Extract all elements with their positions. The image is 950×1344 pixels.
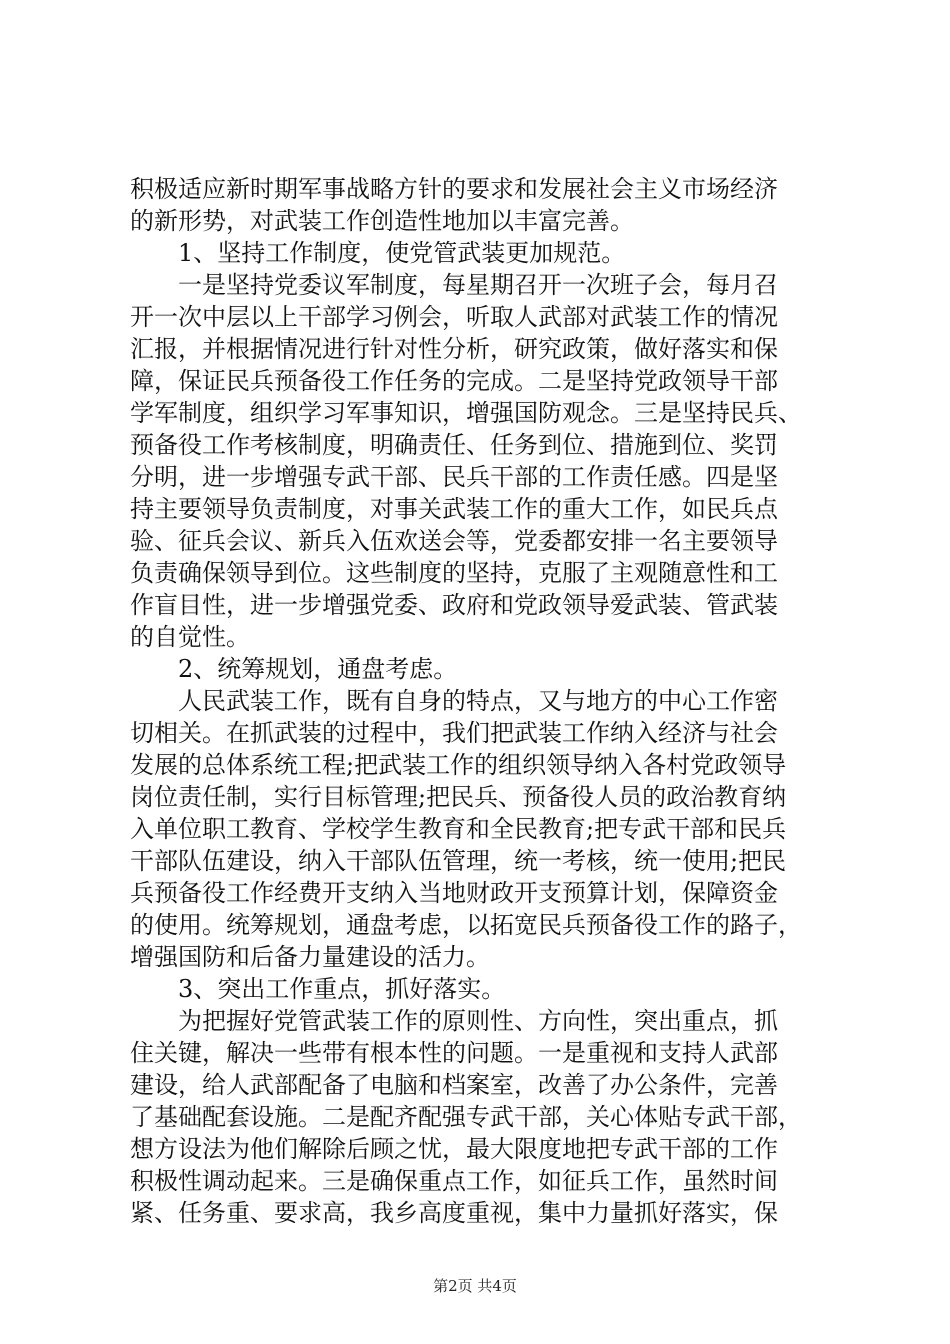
text-line: 住关键，解决一些带有根本性的问题。一是重视和支持人武部 — [130, 1039, 778, 1067]
page-footer: 第2页 共4页 — [433, 1277, 517, 1295]
text-line: 岗位责任制，实行目标管理;把民兵、预备役人员的政治教育纳 — [130, 783, 787, 811]
text-line: 预备役工作考核制度，明确责任、任务到位、措施到位、奖罚 — [130, 431, 778, 459]
text-line: 的自觉性。 — [130, 623, 250, 651]
text-line: 为把握好党管武装工作的原则性、方向性，突出重点，抓 — [130, 1007, 778, 1035]
text-line: 干部队伍建设，纳入干部队伍管理，统一考核，统一使用;把民 — [130, 847, 787, 875]
text-line: 2、统筹规划，通盘考虑。 — [130, 655, 458, 683]
text-line: 持主要领导负责制度，对事关武装工作的重大工作，如民兵点 — [130, 495, 778, 523]
text-line: 的使用。统筹规划，通盘考虑，以拓宽民兵预备役工作的路子， — [130, 911, 802, 939]
document-body — [130, 173, 830, 1229]
text-line: 验、征兵会议、新兵入伍欢送会等，党委都安排一名主要领导 — [130, 527, 778, 555]
text-line: 切相关。在抓武装的过程中，我们把武装工作纳入经济与社会 — [130, 719, 778, 747]
text-line: 1、坚持工作制度，使党管武装更加规范。 — [130, 239, 626, 267]
text-line: 了基础配套设施。二是配齐配强专武干部，关心体贴专武干部， — [130, 1103, 802, 1131]
text-line: 发展的总体系统工程;把武装工作的组织领导纳入各村党政领导 — [130, 751, 787, 779]
text-line: 障，保证民兵预备役工作任务的完成。二是坚持党政领导干部 — [130, 367, 778, 395]
text-line: 作盲目性，进一步增强党委、政府和党政领导爱武装、管武装 — [130, 591, 778, 619]
text-line: 入单位职工教育、学校学生教育和全民教育;把专武干部和民兵 — [130, 815, 787, 843]
text-line: 想方设法为他们解除后顾之忧，最大限度地把专武干部的工作 — [130, 1135, 778, 1163]
text-line: 积极适应新时期军事战略方针的要求和发展社会主义市场经济 — [130, 175, 778, 203]
text-line: 积极性调动起来。三是确保重点工作，如征兵工作，虽然时间 — [130, 1167, 778, 1195]
text-line: 开一次中层以上干部学习例会，听取人武部对武装工作的情况 — [130, 303, 778, 331]
text-line: 学军制度，组织学习军事知识，增强国防观念。三是坚持民兵、 — [130, 399, 802, 427]
text-line: 负责确保领导到位。这些制度的坚持，克服了主观随意性和工 — [130, 559, 778, 587]
text-line: 兵预备役工作经费开支纳入当地财政开支预算计划，保障资金 — [130, 879, 778, 907]
text-line: 增强国防和后备力量建设的活力。 — [130, 943, 490, 971]
text-line: 紧、任务重、要求高，我乡高度重视，集中力量抓好落实，保 — [130, 1199, 778, 1227]
text-line: 一是坚持党委议军制度，每星期召开一次班子会，每月召 — [130, 271, 778, 299]
text-line: 汇报，并根据情况进行针对性分析，研究政策，做好落实和保 — [130, 335, 778, 363]
text-line: 建设，给人武部配备了电脑和档案室，改善了办公条件，完善 — [130, 1071, 778, 1099]
text-line: 3、突出工作重点，抓好落实。 — [130, 975, 506, 1003]
text-line: 的新形势，对武装工作创造性地加以丰富完善。 — [130, 207, 634, 235]
text-line: 分明，进一步增强专武干部、民兵干部的工作责任感。四是坚 — [130, 463, 778, 491]
text-line: 人民武装工作，既有自身的特点，又与地方的中心工作密 — [130, 687, 778, 715]
